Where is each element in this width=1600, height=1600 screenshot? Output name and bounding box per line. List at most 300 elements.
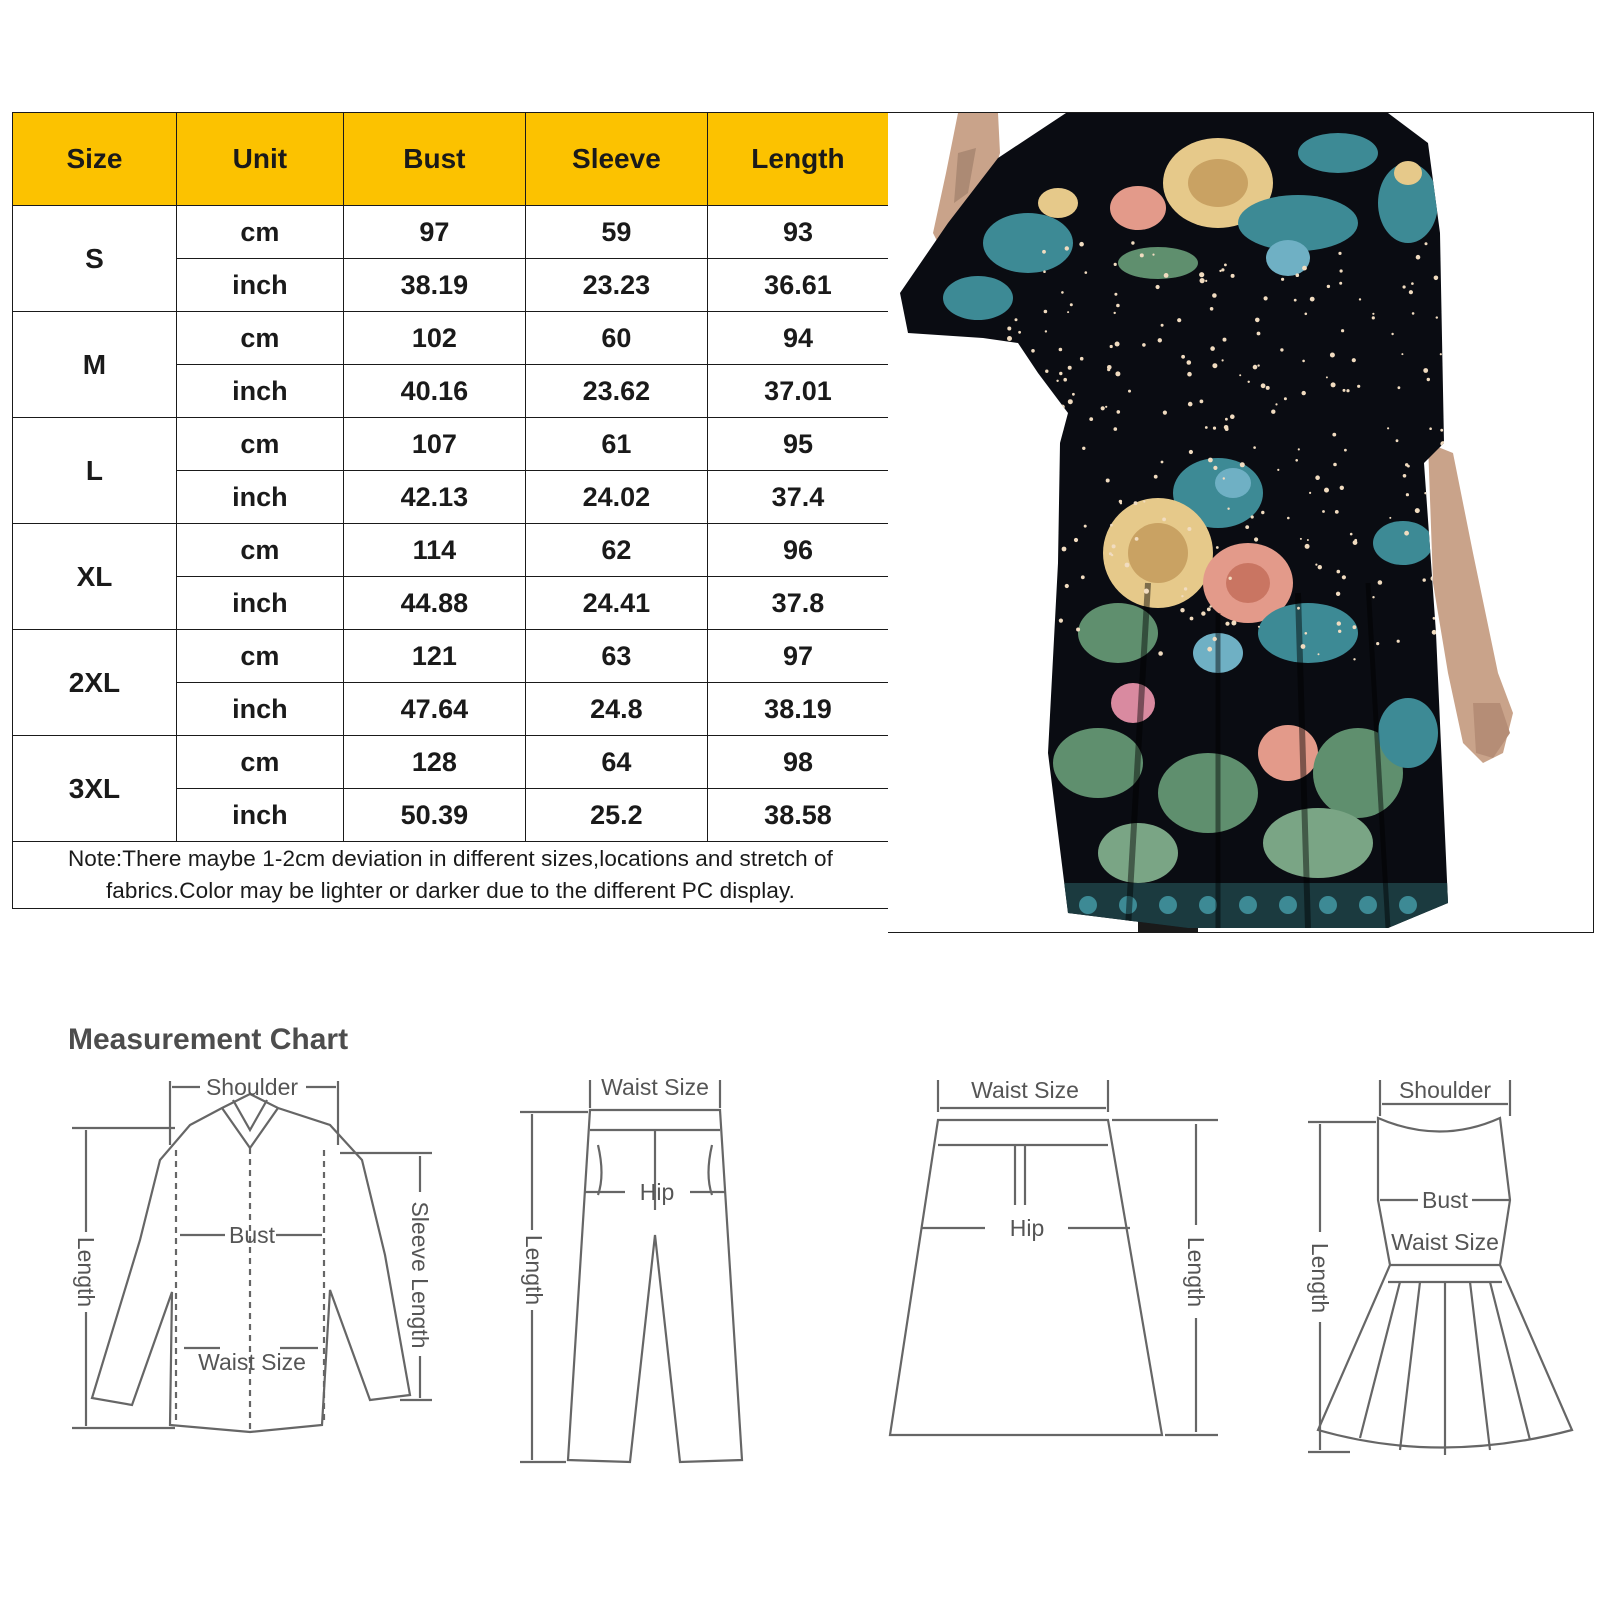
- print-dot: [1216, 546, 1219, 549]
- print-dot: [1152, 254, 1154, 256]
- print-dot: [1009, 392, 1013, 396]
- sleeve-cell: 63: [525, 630, 707, 683]
- print-dot: [1070, 303, 1073, 306]
- size-label: L: [13, 418, 177, 524]
- print-dot: [1302, 266, 1307, 271]
- print-dot: [1335, 510, 1339, 514]
- bust-cell: 40.16: [343, 365, 525, 418]
- print-dot: [1082, 447, 1085, 450]
- length-cell: 96: [707, 524, 888, 577]
- print-dot: [1294, 299, 1297, 302]
- print-dot: [1059, 372, 1062, 375]
- print-dot: [1315, 475, 1320, 480]
- header-bust: Bust: [343, 113, 525, 206]
- print-dot: [1359, 298, 1361, 300]
- print-dot: [1403, 285, 1406, 288]
- print-dot: [1059, 427, 1064, 432]
- print-dot: [1275, 403, 1277, 405]
- unit-cell: inch: [176, 683, 343, 736]
- table-row: [13, 312, 889, 365]
- dress-shoulder-label: Shoulder: [1398, 1077, 1492, 1103]
- sleeve-cell: 60: [525, 312, 707, 365]
- bust-cell: 47.64: [343, 683, 525, 736]
- print-dot: [1315, 564, 1317, 566]
- print-dot: [1248, 381, 1250, 383]
- print-dot: [1376, 642, 1379, 645]
- print-dot: [1101, 406, 1105, 410]
- print-dot: [1223, 477, 1225, 479]
- print-dot: [1222, 359, 1224, 361]
- print-dot: [1221, 268, 1224, 271]
- print-dot: [1372, 313, 1374, 315]
- print-dot: [1209, 605, 1211, 607]
- print-dot: [1105, 406, 1107, 408]
- dress-length-label: Length: [1307, 1242, 1333, 1314]
- print-dot: [1231, 274, 1235, 278]
- print-dot: [1210, 346, 1215, 351]
- print-dot: [1006, 446, 1009, 449]
- print-dot: [1184, 587, 1187, 590]
- shirt-length-label: Length: [73, 1236, 99, 1308]
- table-header-row: [13, 113, 889, 206]
- print-dot: [1201, 611, 1205, 615]
- print-dot: [1177, 318, 1181, 322]
- print-dot: [1350, 533, 1353, 536]
- print-dot: [1190, 617, 1194, 621]
- print-dot: [1425, 242, 1428, 245]
- print-dot: [1189, 450, 1193, 454]
- print-dot: [1046, 390, 1048, 392]
- print-dot: [1065, 246, 1069, 250]
- print-dot: [1208, 458, 1213, 463]
- print-dot: [1253, 446, 1256, 449]
- print-dot: [1300, 538, 1302, 540]
- print-dot: [1225, 427, 1229, 431]
- print-dot: [1255, 318, 1260, 323]
- shirt-waist-label: Waist Size: [198, 1349, 306, 1375]
- length-cell: 97: [707, 630, 888, 683]
- print-dot: [1200, 278, 1205, 283]
- print-dot: [1156, 285, 1160, 289]
- print-dot: [1318, 653, 1320, 655]
- print-dot: [1391, 333, 1393, 335]
- print-dot: [1158, 651, 1163, 656]
- print-dot: [1298, 448, 1300, 450]
- print-dot: [1389, 517, 1391, 519]
- print-dot: [1213, 427, 1216, 430]
- print-dot: [1332, 433, 1336, 437]
- print-dot: [1223, 338, 1227, 342]
- print-dot: [1085, 271, 1088, 274]
- print-dot: [1251, 515, 1254, 518]
- length-cell: 38.58: [707, 789, 888, 842]
- print-dot: [1212, 293, 1217, 298]
- print-dot: [1187, 360, 1192, 365]
- print-dot: [1068, 366, 1072, 370]
- pants-length-label: Length: [521, 1234, 547, 1306]
- print-dot: [1340, 269, 1343, 272]
- print-dot: [1411, 282, 1414, 285]
- print-dot: [1397, 640, 1400, 643]
- print-dot: [1340, 486, 1344, 490]
- print-dot: [1048, 450, 1050, 452]
- print-dot: [1029, 396, 1032, 399]
- print-dot: [1014, 572, 1017, 575]
- print-dot: [1114, 263, 1117, 266]
- print-dot: [1333, 463, 1337, 467]
- table-row: [13, 630, 889, 683]
- print-dot: [1181, 355, 1185, 359]
- print-dot: [1372, 596, 1374, 598]
- print-dot: [1353, 658, 1355, 660]
- shirt-bust-label: Bust: [228, 1222, 276, 1248]
- print-dot: [1261, 383, 1266, 388]
- print-dot: [1423, 368, 1428, 373]
- print-dot: [1061, 291, 1064, 294]
- pants-diagram: [520, 1080, 742, 1462]
- print-dot: [1059, 348, 1063, 352]
- unit-cell: inch: [176, 577, 343, 630]
- unit-cell: cm: [176, 418, 343, 471]
- bust-cell: 97: [343, 206, 525, 259]
- print-dot: [1346, 389, 1349, 392]
- print-dot: [1063, 378, 1067, 382]
- print-dot: [1180, 608, 1184, 612]
- print-dot: [1060, 405, 1065, 410]
- print-dot: [1309, 492, 1311, 494]
- print-dot: [1042, 250, 1046, 254]
- floral-dress-photo: [888, 113, 1593, 932]
- print-dot: [1045, 330, 1047, 332]
- pants-waist-label: Waist Size: [601, 1074, 709, 1100]
- print-dot: [1114, 427, 1118, 431]
- print-dot: [1163, 411, 1167, 415]
- print-dot: [1302, 360, 1305, 363]
- print-dot: [1296, 273, 1300, 277]
- print-dot: [1396, 439, 1399, 442]
- sleeve-cell: 23.62: [525, 365, 707, 418]
- print-dot: [1054, 442, 1057, 445]
- unit-cell: cm: [176, 206, 343, 259]
- table-row: [13, 736, 889, 789]
- print-dot: [1240, 462, 1245, 467]
- sleeve-cell: 24.41: [525, 577, 707, 630]
- print-dot: [1342, 575, 1346, 579]
- print-dot: [1050, 549, 1053, 552]
- print-dot: [1229, 577, 1232, 580]
- unit-cell: cm: [176, 736, 343, 789]
- print-dot: [1257, 364, 1259, 366]
- print-dot: [1372, 316, 1375, 319]
- print-dot: [1008, 502, 1010, 504]
- print-dot: [1188, 402, 1193, 407]
- print-dot: [1212, 363, 1217, 368]
- print-dot: [1207, 647, 1212, 652]
- dress-waist-label: Waist Size: [1391, 1229, 1499, 1255]
- print-dot: [1042, 631, 1045, 634]
- size-label: S: [13, 206, 177, 312]
- print-dot: [1429, 427, 1432, 430]
- print-dot: [1353, 540, 1358, 545]
- print-dot: [1330, 353, 1335, 358]
- print-dot: [1106, 479, 1110, 483]
- print-dot: [1018, 331, 1021, 334]
- size-label: 2XL: [13, 630, 177, 736]
- print-dot: [1258, 626, 1260, 628]
- print-dot: [1116, 304, 1120, 308]
- print-dot: [1305, 544, 1310, 549]
- unit-cell: cm: [176, 312, 343, 365]
- skirt-length-label: Length: [1183, 1236, 1209, 1308]
- measurement-chart-title: Measurement Chart: [68, 1023, 349, 1056]
- print-dot: [1239, 374, 1241, 376]
- print-dot: [1007, 336, 1012, 341]
- print-dot: [1353, 625, 1357, 629]
- print-dot: [1112, 544, 1116, 548]
- size-label: 3XL: [13, 736, 177, 842]
- unit-cell: inch: [176, 259, 343, 312]
- print-dot: [1019, 467, 1022, 470]
- print-dot: [1049, 550, 1052, 553]
- print-dot: [1416, 255, 1421, 260]
- print-dot: [1433, 617, 1436, 620]
- print-dot: [1225, 418, 1228, 421]
- print-dot: [1387, 427, 1389, 429]
- length-cell: 37.4: [707, 471, 888, 524]
- print-dot: [1115, 371, 1120, 376]
- sleeve-cell: 62: [525, 524, 707, 577]
- print-dot: [1253, 365, 1258, 370]
- print-dot: [1427, 378, 1430, 381]
- print-dot: [1440, 429, 1443, 432]
- print-dot: [1144, 589, 1149, 594]
- print-dot: [1337, 621, 1341, 625]
- product-photo: [888, 112, 1594, 933]
- size-label: XL: [13, 524, 177, 630]
- length-cell: 93: [707, 206, 888, 259]
- print-dot: [1446, 248, 1448, 250]
- print-dot: [1305, 632, 1308, 635]
- header-sleeve: Sleeve: [525, 113, 707, 206]
- print-dot: [1207, 608, 1211, 612]
- print-dot: [1110, 524, 1113, 527]
- print-dot: [1338, 630, 1341, 633]
- print-dot: [1010, 559, 1013, 562]
- print-dot: [1271, 410, 1275, 414]
- print-dot: [1357, 385, 1360, 388]
- print-dot: [1161, 324, 1164, 327]
- bust-cell: 114: [343, 524, 525, 577]
- print-dot: [1128, 390, 1131, 393]
- table-row: [13, 524, 889, 577]
- length-cell: 94: [707, 312, 888, 365]
- print-dot: [1310, 297, 1315, 302]
- print-dot: [1284, 397, 1287, 400]
- print-dot: [1403, 474, 1407, 478]
- print-dot: [1017, 377, 1020, 380]
- header-length: Length: [707, 113, 888, 206]
- print-dot: [1261, 511, 1264, 514]
- skirt-hip-label: Hip: [1009, 1215, 1045, 1241]
- sleeve-cell: 25.2: [525, 789, 707, 842]
- print-dot: [1307, 539, 1309, 541]
- length-cell: 38.19: [707, 683, 888, 736]
- print-dot: [1181, 595, 1183, 597]
- print-dot: [1378, 580, 1383, 585]
- print-dot: [1079, 242, 1084, 247]
- print-dot: [1046, 460, 1049, 463]
- print-dot: [1044, 310, 1048, 314]
- print-dot: [1135, 537, 1139, 541]
- print-dot: [1227, 508, 1229, 510]
- print-dot: [1010, 416, 1014, 420]
- print-dot: [1423, 578, 1426, 581]
- bust-cell: 107: [343, 418, 525, 471]
- length-cell: 37.8: [707, 577, 888, 630]
- print-dot: [1199, 272, 1204, 277]
- print-dot: [1059, 619, 1063, 623]
- shirt-sleeve-label: Sleeve Length: [407, 1201, 433, 1349]
- print-dot: [1404, 531, 1409, 536]
- print-dot: [1014, 575, 1016, 577]
- shirt-shoulder-label: Shoulder: [205, 1074, 299, 1100]
- bust-cell: 50.39: [343, 789, 525, 842]
- sleeve-cell: 23.23: [525, 259, 707, 312]
- bust-cell: 102: [343, 312, 525, 365]
- print-dot: [1043, 270, 1046, 273]
- print-dot: [1143, 500, 1145, 502]
- print-dot: [1072, 393, 1075, 396]
- print-dot: [1027, 635, 1032, 640]
- print-dot: [1305, 313, 1308, 316]
- print-dot: [1134, 501, 1138, 505]
- bust-cell: 128: [343, 736, 525, 789]
- print-dot: [1114, 312, 1116, 314]
- unit-cell: inch: [176, 471, 343, 524]
- print-dot: [1161, 461, 1164, 464]
- print-dot: [1415, 508, 1420, 513]
- print-dot: [1302, 391, 1306, 395]
- print-dot: [1266, 386, 1270, 390]
- print-dot: [1125, 563, 1130, 568]
- note-text: Note:There maybe 1-2cm deviation in different sizes,locations and stretch of fabrics.Color may be lighter or darker due to the different PC display.: [13, 842, 889, 909]
- print-dot: [1068, 399, 1073, 404]
- print-dot: [1213, 466, 1217, 470]
- print-dot: [1081, 575, 1085, 579]
- print-dot: [1287, 517, 1290, 520]
- print-dot: [1401, 353, 1403, 355]
- sleeve-cell: 59: [525, 206, 707, 259]
- print-dot: [1074, 538, 1078, 542]
- print-dot: [1158, 338, 1162, 342]
- print-dot: [1089, 417, 1093, 421]
- print-dot: [1065, 584, 1069, 588]
- measurement-diagrams: [0, 1040, 1600, 1480]
- print-dot: [1412, 312, 1415, 315]
- print-dot: [1164, 273, 1169, 278]
- print-dot: [1327, 285, 1330, 288]
- print-dot: [1142, 343, 1146, 347]
- print-dot: [1231, 621, 1236, 626]
- print-dot: [1045, 370, 1048, 373]
- print-dot: [1326, 376, 1328, 378]
- print-dot: [1084, 525, 1087, 528]
- print-dot: [1117, 410, 1121, 414]
- print-dot: [1067, 311, 1069, 313]
- sleeve-cell: 61: [525, 418, 707, 471]
- print-dot: [1341, 329, 1344, 332]
- print-dot: [1338, 252, 1341, 255]
- print-dot: [1407, 465, 1410, 468]
- sleeve-cell: 64: [525, 736, 707, 789]
- header-unit: Unit: [176, 113, 343, 206]
- print-dot: [1339, 282, 1342, 285]
- print-dot: [1049, 568, 1054, 573]
- print-dot: [1322, 510, 1325, 513]
- print-dot: [1076, 628, 1080, 632]
- print-dot: [1187, 527, 1191, 531]
- print-dot: [1219, 270, 1221, 272]
- length-cell: 98: [707, 736, 888, 789]
- print-dot: [1352, 358, 1356, 362]
- print-dot: [1037, 418, 1039, 420]
- print-dot: [1056, 380, 1058, 382]
- print-dot: [1120, 502, 1122, 504]
- bust-cell: 42.13: [343, 471, 525, 524]
- sleeve-cell: 24.02: [525, 471, 707, 524]
- print-dot: [1205, 426, 1208, 429]
- print-dot: [1318, 565, 1322, 569]
- bust-cell: 38.19: [343, 259, 525, 312]
- print-dot: [1264, 296, 1268, 300]
- pants-hip-label: Hip: [639, 1179, 675, 1205]
- print-dot: [1344, 449, 1347, 452]
- print-dot: [1398, 386, 1401, 389]
- print-dot: [1245, 525, 1249, 529]
- print-dot: [1115, 342, 1120, 347]
- print-dot: [1107, 368, 1110, 371]
- print-dot: [1007, 327, 1011, 331]
- print-dot: [1434, 276, 1439, 281]
- shirt-diagram: [72, 1081, 432, 1432]
- print-dot: [1187, 372, 1192, 377]
- dress-diagram: [1308, 1080, 1572, 1455]
- skirt-waist-label: Waist Size: [971, 1077, 1079, 1103]
- print-dot: [1200, 400, 1204, 404]
- unit-cell: cm: [176, 630, 343, 683]
- print-dot: [1109, 552, 1112, 555]
- print-dot: [1114, 293, 1117, 296]
- print-dot: [1254, 537, 1258, 541]
- print-dot: [1295, 459, 1298, 462]
- print-dot: [1131, 241, 1134, 244]
- print-dot: [1440, 441, 1445, 446]
- print-dot: [1406, 493, 1409, 496]
- skirt-diagram: [890, 1080, 1218, 1435]
- print-dot: [1224, 264, 1227, 267]
- print-dot: [1110, 345, 1113, 348]
- print-dot: [1301, 644, 1306, 649]
- print-dot: [1336, 592, 1340, 596]
- sleeve-cell: 24.8: [525, 683, 707, 736]
- print-dot: [1047, 429, 1050, 432]
- unit-cell: inch: [176, 789, 343, 842]
- print-dot: [1440, 353, 1442, 355]
- print-dot: [1225, 622, 1229, 626]
- print-dot: [1048, 489, 1051, 492]
- print-dot: [1409, 290, 1413, 294]
- print-dot: [1015, 318, 1018, 321]
